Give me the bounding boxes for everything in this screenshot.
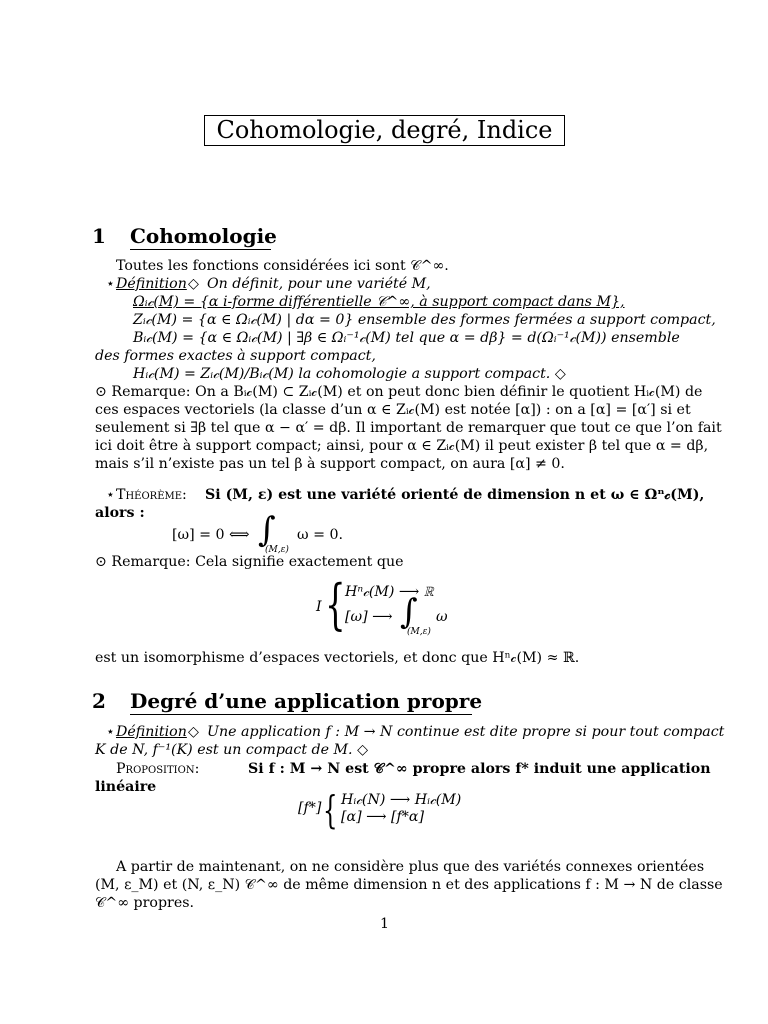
fstar-line-1: Hᵢ𝒸(N) ⟶ Hᵢ𝒸(M) xyxy=(341,792,462,808)
omega-definition: Ωᵢ𝒸(M) = {α i-forme différentielle 𝒞^∞, à support compact dans M}, xyxy=(133,294,625,310)
fstar-line-2: [α] ⟶ [f*α] xyxy=(341,809,425,825)
iso-conclusion: est un isomorphisme d’espaces vectoriels, et donc que Hⁿ𝒸(M) ≈ ℝ. xyxy=(95,650,580,666)
proposition-line-1: Si f : M → N est 𝒞^∞ propre alors f* induit une application xyxy=(248,761,711,777)
definition-2-line-2: K de N, f⁻¹(K) est un compact de M. ◇ xyxy=(95,742,368,758)
theorem-star-icon: ⋆ xyxy=(106,487,115,503)
section-1-title: Cohomologie xyxy=(130,224,277,248)
section-2-title: Degré d’une application propre xyxy=(130,689,483,713)
definition-2-star-icon: ⋆ xyxy=(106,724,115,740)
fstar-label: [f*] xyxy=(298,800,322,816)
diamond-icon: ◇ xyxy=(188,724,199,740)
b-definition-line-2: des formes exactes à support compact, xyxy=(95,348,376,364)
theorem-label: Théorème: xyxy=(116,487,187,503)
remark-1-line-5: mais s’il n’existe pas un tel β à support compact, on aura [α] ≠ 0. xyxy=(95,456,565,472)
remark-1-line-1: ⊙ Remarque: On a Bᵢ𝒸(M) ⊂ Zᵢ𝒸(M) et on peut donc bien définir le quotient Hᵢ𝒸(M) de xyxy=(95,384,703,400)
iso-line-2-left: [ω] ⟶ xyxy=(345,609,393,625)
h-definition: Hᵢ𝒸(M) = Zᵢ𝒸(M)/Bᵢ𝒸(M) la cohomologie a support compact. ◇ xyxy=(133,366,566,382)
iso-label: I xyxy=(316,599,322,615)
final-line-2: (M, ε_M) et (N, ε_N) 𝒞^∞ de même dimension n et des applications f : M → N de classe xyxy=(95,877,723,893)
theorem-formula-left: [ω] = 0 ⟺ xyxy=(172,527,250,543)
theorem-line-1: Si (M, ε) est une variété orienté de dimension n et ω ∈ Ωⁿ𝒸(M), xyxy=(205,487,705,503)
section-1-number: 1 xyxy=(92,224,106,248)
theorem-line-2: alors : xyxy=(95,505,145,521)
theorem-formula-right: ω = 0. xyxy=(297,527,344,543)
proposition-label: Proposition: xyxy=(116,761,200,777)
definition-text: On définit, pour une variété M, xyxy=(207,276,431,292)
page-title: Cohomologie, degré, Indice xyxy=(204,115,565,146)
intro-text: Toutes les fonctions considérées ici sont 𝒞^∞. xyxy=(116,258,449,274)
section-2-underline xyxy=(130,714,472,715)
definition-star-icon: ⋆ xyxy=(106,276,115,292)
left-brace-icon: { xyxy=(323,788,338,832)
diamond-icon: ◇ xyxy=(188,276,199,292)
left-brace-icon: { xyxy=(325,573,346,636)
final-line-1: A partir de maintenant, on ne considère plus que des variétés connexes orientées xyxy=(116,859,705,875)
iso-line-1: Hⁿ𝒸(M) ⟶ ℝ xyxy=(345,584,434,600)
proposition-line-2: linéaire xyxy=(95,779,157,795)
page-number: 1 xyxy=(380,916,390,932)
final-line-3: 𝒞^∞ propres. xyxy=(95,895,195,911)
b-definition-line-1: Bᵢ𝒸(M) = {α ∈ Ωᵢ𝒸(M) | ∃β ∈ Ωᵢ⁻¹𝒸(M) tel que α = dβ} = d(Ωᵢ⁻¹𝒸(M)) ensemble xyxy=(133,330,680,346)
remark-2: ⊙ Remarque: Cela signifie exactement que xyxy=(95,554,404,570)
remark-1-line-2: ces espaces vectoriels (la classe d’un α ∈ Zᵢ𝒸(M) est notée [α]) : on a [α] = [α′] si et xyxy=(95,402,691,418)
z-definition: Zᵢ𝒸(M) = {α ∈ Ωᵢ𝒸(M) | dα = 0} ensemble des formes fermées a support compact, xyxy=(133,312,716,328)
integral-subscript: (M,ε) xyxy=(265,545,289,555)
iso-line-2-right: ω xyxy=(436,609,448,625)
integral-subscript: (M,ε) xyxy=(407,627,431,637)
integral-icon: ∫ xyxy=(258,510,276,550)
definition-2-line-1: Une application f : M → N continue est dite propre si pour tout compact xyxy=(207,724,725,740)
definition-label: Définition xyxy=(116,276,187,292)
remark-1-line-3: seulement si ∃β tel que α − α′ = dβ. Il important de remarquer que tout ce que l’on fait xyxy=(95,420,722,436)
section-2-number: 2 xyxy=(92,689,106,713)
section-1-underline xyxy=(130,249,271,250)
remark-1-line-4: ici doit être à support compact; ainsi, pour α ∈ Zᵢ𝒸(M) il peut exister β tel que α = dβ, xyxy=(95,438,709,454)
integral-icon: ∫ xyxy=(400,592,418,632)
definition-2-label: Définition xyxy=(116,724,187,740)
